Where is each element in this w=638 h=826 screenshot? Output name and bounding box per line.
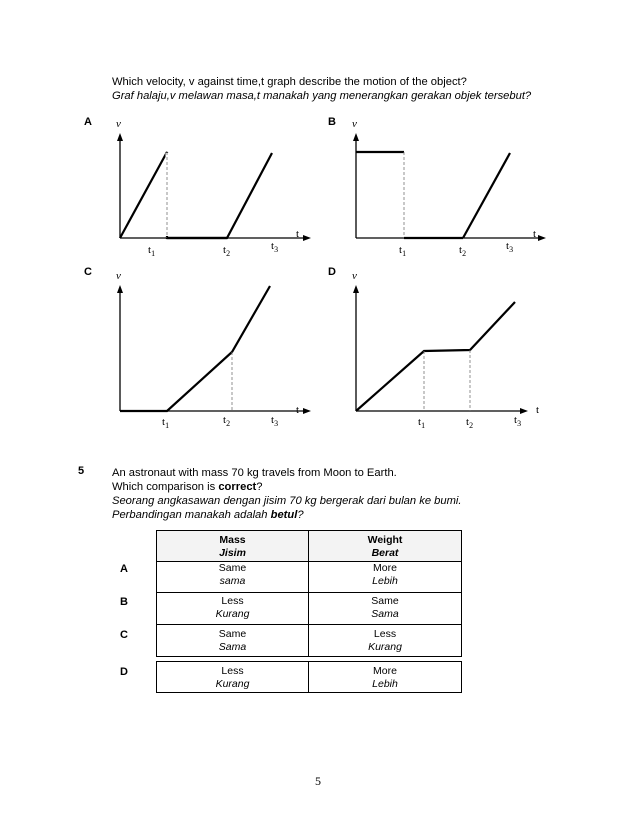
graph-a-t-label: t — [296, 228, 300, 240]
graph-b-tick-t2: $t_2$ — [459, 244, 467, 259]
graph-b-t-label: t — [533, 228, 537, 240]
q5-line2: Which comparison is correct? — [112, 481, 263, 493]
option-d-label: D — [328, 266, 336, 278]
row-a-label: A — [120, 563, 128, 575]
option-c-label: C — [84, 266, 92, 278]
row-a-weight: More Lebih — [308, 561, 462, 593]
row-b-mass: Less Kurang — [156, 593, 309, 625]
graph-c-tick-t3: $t_3$ — [271, 414, 279, 429]
q5-line4: Perbandingan manakah adalah betul? — [112, 509, 304, 521]
graph-d-tick-t1: $t_1$ — [418, 416, 426, 431]
row-d-weight: More Lebih — [308, 661, 462, 693]
page-number: 5 — [315, 774, 321, 788]
graph-d-curve — [356, 302, 515, 411]
row-b-label: B — [120, 596, 128, 608]
q4-question-en: Which velocity, v against time,t graph describe the motion of the object? — [112, 76, 467, 88]
graph-c-tick-t1: $t_1$ — [162, 416, 170, 431]
q5-number: 5 — [78, 465, 85, 477]
q5-line1: An astronaut with mass 70 kg travels from Moon to Earth. — [112, 467, 397, 479]
graph-b-v-label: v — [352, 118, 357, 130]
graph-a-v-label: v — [116, 118, 121, 130]
graph-b-tick-t1: $t_1$ — [399, 244, 407, 259]
graph-c-t-label: t — [296, 404, 300, 416]
q5-line3: Seorang angkasawan dengan jisim 70 kg bergerak dari bulan ke bumi. — [112, 495, 462, 507]
graph-b-tick-t3: $t_3$ — [506, 240, 514, 255]
comparison-table — [156, 530, 462, 693]
graph-c-tick-t2: $t_2$ — [223, 414, 231, 429]
option-a-label: A — [84, 116, 92, 128]
graph-d-t-label: t — [536, 404, 540, 416]
option-b-label: B — [328, 116, 336, 128]
row-d-mass: Less Kurang — [156, 661, 309, 693]
graph-a-tick-t1: $t_1$ — [148, 244, 156, 259]
row-c-label: C — [120, 629, 128, 641]
row-b-weight: Same Sama — [308, 593, 462, 625]
graph-d-v-label: v — [352, 270, 357, 282]
row-c-mass: Same Sama — [156, 625, 309, 657]
graph-d-tick-t2: $t_2$ — [466, 416, 474, 431]
graph-c-v-label: v — [116, 270, 121, 282]
row-d-label: D — [120, 666, 128, 678]
graph-a-tick-t3: $t_3$ — [271, 240, 279, 255]
row-c-weight: Less Kurang — [308, 625, 462, 657]
q4-question-ms: Graf halaju,v melawan masa,t manakah yang menerangkan gerakan objek tersebut? — [112, 90, 532, 102]
header-weight: Weight Berat — [308, 530, 462, 562]
graph-d-tick-t3: $t_3$ — [514, 414, 522, 429]
header-mass: Mass Jisim — [156, 530, 309, 562]
graph-a-tick-t2: $t_2$ — [223, 244, 231, 259]
row-a-mass: Same sama — [156, 561, 309, 593]
